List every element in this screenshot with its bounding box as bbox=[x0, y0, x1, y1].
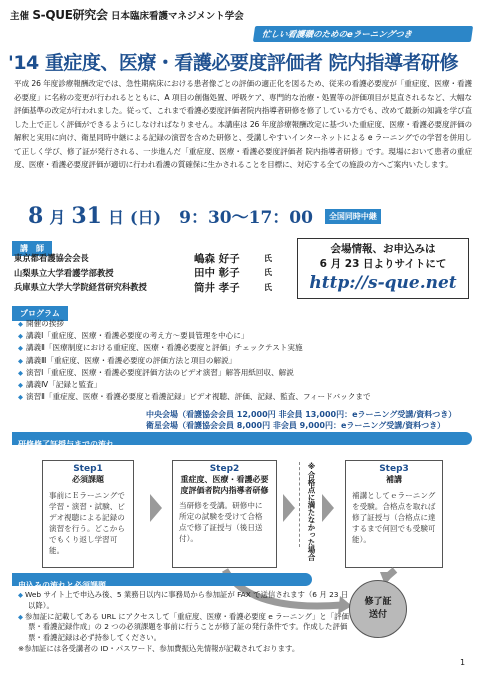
program-item: ◆ 演習Ⅰ「重症度、医療・看護必要度評価方法のビデオ演習」解答用紙回収、解説 bbox=[18, 367, 473, 379]
site-url-link[interactable]: http://s-que.net bbox=[309, 273, 457, 293]
fail-note: ※合格点に満たなかった場合 bbox=[307, 462, 316, 561]
lecturer-name: 嶋森 好子 bbox=[194, 252, 240, 265]
application-heading: 申込みの流れと必須課題 bbox=[12, 573, 312, 586]
event-day: 31 bbox=[71, 203, 102, 229]
lecturer-affiliation: 兵庫県立大学大学院経営研究科教授 bbox=[14, 282, 147, 293]
step-description: 事前にＥラーニングで学習・演習・試験、ビデオ視聴による記録の演習を行う。どこからでもくり返し学習可能。 bbox=[49, 490, 125, 555]
tagline-banner: 忙しい看護職のためのeラーニングつき bbox=[253, 26, 473, 42]
event-weekday: (日) bbox=[129, 208, 162, 227]
lecturer-name: 田中 彰子 bbox=[194, 267, 240, 280]
page-number: 1 bbox=[460, 658, 466, 667]
page-title: '14 重症度、医療・看護必要度評価者 院内指導者研修 bbox=[8, 52, 458, 74]
program-item: ◆ 講義Ⅳ「記録と監査」 bbox=[18, 379, 473, 391]
lecturer-suffix: 氏 bbox=[264, 268, 272, 278]
program-item: ◆ 講義Ⅰ「重症度、医療・看護必要度の考え方〜要員管理を中心に」 bbox=[18, 330, 473, 342]
program-item: ◆ 講義Ⅲ「重症度、医療・看護必要度の評価方法と項目の解説」 bbox=[18, 355, 473, 367]
flow-heading: 研修修了証授与までの流れ bbox=[12, 432, 472, 445]
event-month-suffix: 月 bbox=[49, 208, 66, 227]
lecturer-affiliation: 東京都看護協会会長 bbox=[14, 253, 89, 264]
organizer-prefix: 主催 bbox=[10, 11, 30, 22]
application-item: ◆ Web サイト上で申込み後、5 業務日以内に事務局から参加証が FAX で送信されます（6 月 23 日以降）。 bbox=[18, 590, 353, 612]
step-title: 補講 bbox=[386, 475, 402, 484]
certificate-line-1: 修了証 bbox=[364, 597, 392, 607]
certificate-badge bbox=[349, 580, 407, 638]
program-heading: プログラム bbox=[12, 301, 68, 321]
program-item: ◆ 開催の挨拶 bbox=[18, 318, 473, 330]
organizer-logo: S-QUE研究会 bbox=[32, 8, 108, 22]
step-number: Step3 bbox=[379, 464, 409, 474]
step-number: Step2 bbox=[209, 464, 240, 474]
step-title: 重症度、医療・看護必要度評価者院内指導者研修 bbox=[180, 475, 269, 495]
lecturers-heading: 講 師 bbox=[12, 236, 52, 256]
application-item: ◆ 参加証に記載してある URL にアクセスして「重症度、医療・看護必要度 e ラーニング」と「評価票・看護記録作成」の 2 つの必須課題を事前に行うことが修了証の発行条件です。作成した評価票・看護記録は必ず持参してください。 bbox=[18, 612, 353, 644]
intro-paragraph: 平成 26 年度診療報酬改定では、急性期病床における患者像ごとの評価の適正化を図るため、従来の看護必要度が「重症度、医療・看護必要度」に名称の変更が行われるとともに、A 項目の創傷処置、呼吸ケア、専門的な治療・処置等の評価項目が見直されるなど、大幅な評価基準の改定が行われました。従って、これまで看護必要度評価者院内指導者研修を修了している方でも、改めて最新の知識を学び直した上で正しく評価ができるようにしなければなりません。本講座は 26 年度診療報酬改定に基づいた重症度、医療・看護必要度評価の解釈と実用に向け、衛星同時中継による記録の演習を含めた研修と、受講しやすいインターネットによる e ラーニングでの学習を併用して正しく学び、修了証が発行される、一歩進んだ「重症度、医療・看護必要度評価者 院内指導者研修」です。現場において患者の重症度、医療・看護必要度評価が適切に行われ看護の質確保に生かされることを目標に、対応する全ての施設の方へご案内いたします。 bbox=[14, 79, 472, 169]
event-time: 9：30〜17：00 bbox=[179, 208, 313, 228]
info-line-2: 6 月 23 日よりサイトにて bbox=[319, 258, 447, 270]
relay-badge: 全国同時中継 bbox=[325, 209, 381, 224]
application-details bbox=[18, 590, 353, 655]
step-description: 当研修を受講。研修中に所定の試験を受けて合格点で修了証授与（後日送付）。 bbox=[179, 501, 263, 543]
lecturer-name: 筒井 孝子 bbox=[194, 281, 240, 294]
lecturer-suffix: 氏 bbox=[264, 282, 272, 292]
event-day-suffix: 日 bbox=[107, 208, 124, 227]
lecturer-suffix: 氏 bbox=[264, 253, 272, 263]
program-item: ◆ 演習Ⅱ「重症度、医療・看護必要度と看護記録」ビデオ視聴、評価、記録、監査、フィードバックまで bbox=[18, 391, 473, 403]
program-item: ◆ 講義Ⅱ「医療制度における重症度、医療・看護必要度と評価」チェックテスト実施 bbox=[18, 342, 473, 354]
info-line-1: 会場情報、お申込みは bbox=[330, 243, 436, 255]
step-number: Step1 bbox=[73, 464, 103, 474]
partner-name: 日本臨床看護マネジメント学会 bbox=[111, 11, 244, 22]
lecturer-affiliation: 山梨県立大学看護学部教授 bbox=[14, 267, 114, 278]
step-title: 必須課題 bbox=[72, 475, 104, 484]
step-description: 補講としてｅラーニングを受験。合格点を取れば修了証授与（合格点に達するまで何回でも受験可能）。 bbox=[352, 490, 436, 544]
event-month: 8 bbox=[28, 203, 44, 229]
application-note: ※参加証には各受講者の ID・パスワード、参加費振込先情報が記載されております。 bbox=[18, 643, 300, 653]
fee-center: 中央会場（看護協会会員 12,000円 非会員 13,000円：eラーニング受講/資料つき） bbox=[146, 410, 457, 419]
certificate-line-2: 送付 bbox=[368, 610, 387, 620]
fee-satellite: 衛星会場（看護協会会員 8,000円 非会員 9,000円：eラーニング受講/資料つき） bbox=[146, 421, 446, 430]
